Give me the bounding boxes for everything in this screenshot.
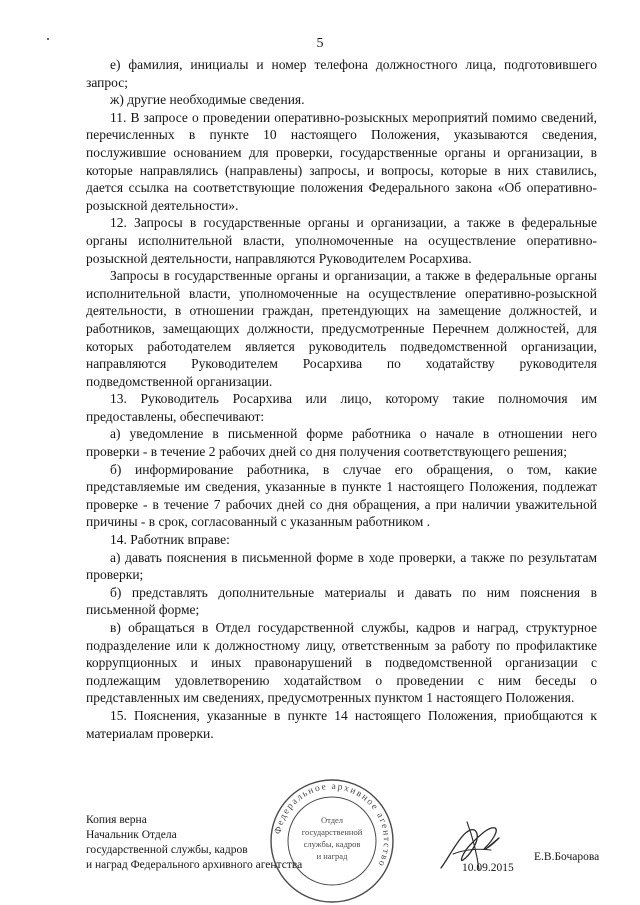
paragraph-e: е) фамилия, инициалы и номер телефона должностного лица, подготовившего запрос; — [86, 57, 597, 90]
paragraph-13-a: а) уведомление в письменной форме работника о начале в отношении него проверки - в течение 2 рабочих дней со дня получения соответствующего решения; — [86, 426, 597, 460]
paragraph-14: 14. Работник вправе: — [110, 532, 230, 548]
signer-name: Е.В.Бочарова — [534, 851, 600, 863]
copy-certified-label: Копия верна — [86, 814, 147, 826]
paragraph-12-continued: Запросы в государственные органы и организации, а также в федеральные органы исполнительной власти, уполномоченные на осуществление оперативно-розыскной деятельности, в отношении граждан, претендующих на замещение должностей, и работников, замещающих должности, предусмотренные Перечнем должностей, для которых работодателем является руководитель подведомственной организации, направляются Руководителем Росархива по ходатайству руководителя подведомственной организации. — [86, 268, 597, 389]
stamp-center-line-3: службы, кадров — [303, 839, 361, 849]
position-line-2: государственной службы, кадров — [86, 844, 248, 856]
paragraph-zh: ж) другие необходимые сведения. — [110, 92, 305, 108]
official-stamp — [268, 777, 396, 905]
signature-stroke-3 — [453, 849, 491, 854]
stamp-center-line-4: и наград — [316, 851, 348, 861]
paragraph-12: 12. Запросы в государственные органы и организации, а также в федеральные органы исполнительной власти, уполномоченные на осуществление оперативно-розыскной деятельности, направляются Руководителем Росархива. — [86, 215, 597, 266]
paragraph-14-a: а) давать пояснения в письменной форме в ходе проверки, а также по результатам проверки; — [86, 549, 597, 583]
document-body — [86, 56, 597, 742]
stamp-ring-text: Федеральное архивное агентство — [273, 781, 392, 869]
stamp-center-line-1: Отдел — [320, 815, 344, 825]
page-number: 5 — [316, 36, 324, 51]
paragraph-13-b: б) информирование работника, в случае его обращения, о том, какие представляемые им сведения, указанные в пункте 1 настоящего Положения, подлежат проверке - в течение 7 рабочих дней со дня обращения, а при наличии уважительной причины - в срок, согласованный с указанным работником . — [86, 461, 597, 530]
position-line-3: и наград Федерального архивного агентства — [86, 859, 303, 871]
paragraph-15: 15. Пояснения, указанные в пункте 14 настоящего Положения, приобщаются к материалам проверки. — [86, 707, 597, 741]
position-line-1: Начальник Отдела — [86, 829, 177, 841]
paragraph-11: 11. В запросе о проведении оперативно-розыскных мероприятий помимо сведений, перечисленных в пункте 10 настоящего Положения, указываются сведения, послужившие основанием для проверки, государственные органы и организации, в которые направлялись (направлены) запросы, и вопросы, которые в них ставились, дается ссылка на соответствующие положения Федерального закона «Об оперативно-розыскной деятельности». — [86, 109, 597, 213]
paragraph-14-v: в) обращаться в Отдел государственной службы, кадров и наград, структурное подразделение или к должностному лицу, ответственным за работу по профилактике коррупционных и иных правонарушений в подведомственной организации с подлежащим удовлетворению ходатайством о проведении с ним беседы о представленных им сведениях, предусмотренных пунктом 1 настоящего Положения. — [86, 620, 597, 706]
certification-date: 10.09.2015 — [462, 862, 514, 874]
scan-speck — [47, 38, 49, 40]
paragraph-13: 13. Руководитель Росархива или лицо, которому такие полномочия им предоставлены, обеспечивают: — [86, 391, 597, 424]
paragraph-14-b: б) представлять дополнительные материалы и давать по ним пояснения в письменной форме; — [86, 584, 597, 618]
stamp-center-line-2: государственной — [301, 827, 363, 837]
